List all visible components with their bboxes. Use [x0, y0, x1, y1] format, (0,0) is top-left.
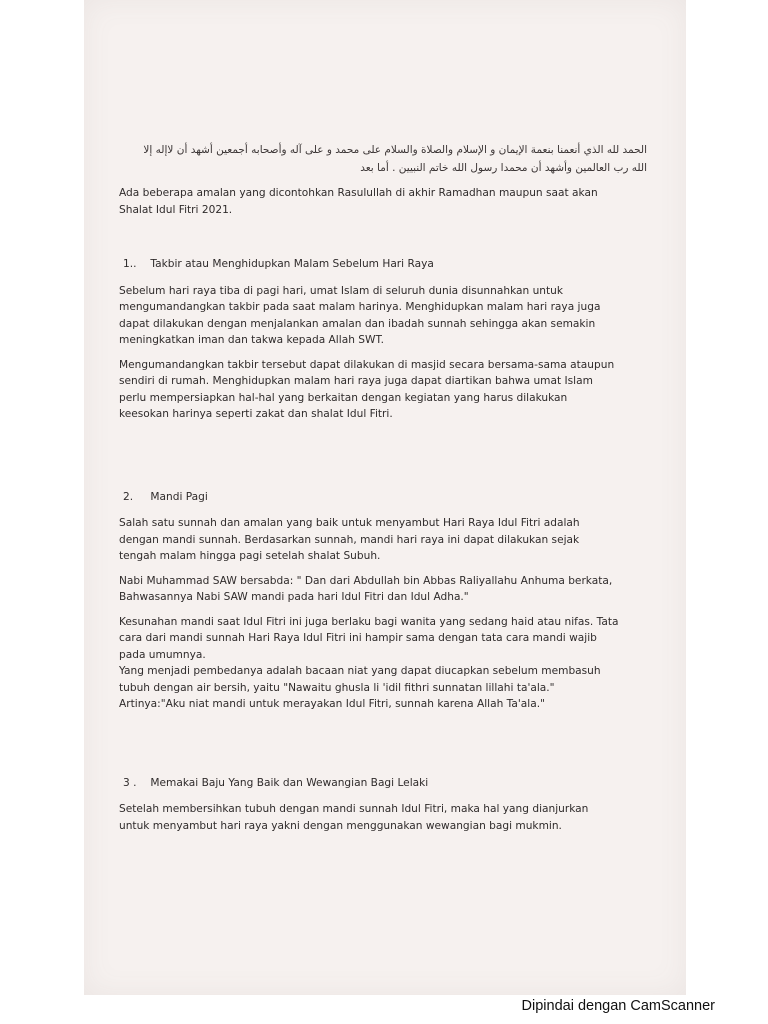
section-heading-3	[123, 775, 647, 792]
camscanner-watermark: Dipindai dengan CamScanner	[521, 998, 715, 1014]
arabic-line: الله رب العالمين وأشهد أن محمدا رسول الله خاتم النبيين . أما بعد	[360, 162, 647, 174]
section-title: Takbir atau Menghidupkan Malam Sebelum Hari Raya	[150, 258, 434, 270]
paragraph: Mengumandangkan takbir tersebut dapat dilakukan di masjid secara bersama-sama ataupun sendiri di rumah. Menghidupkan malam hari raya juga dapat diartikan bahwa umat Islam perlu mempersiapkan hal-hal yang berkaitan dengan kegiatan yang harus dilakukan keesokan harinya seperti zakat dan shalat Idul Fitri.	[119, 358, 615, 420]
paragraph: Sebelum hari raya tiba di pagi hari, umat Islam di seluruh dunia disunnahkan untuk mengumandangkan takbir pada saat malam harinya. Menghidupkan malam hari raya juga dapat dilakukan dengan menjalankan amalan dan ibadah sunnah sehingga akan semakin meningkatkan iman dan takwa kepada Allah SWT.	[119, 284, 601, 346]
section-title: Mandi Pagi	[150, 490, 208, 503]
section-title: Memakai Baju Yang Baik dan Wewangian Bagi Lelaki	[150, 776, 429, 789]
document-body	[119, 141, 647, 842]
intro-paragraph: Ada beberapa amalan yang dicontohkan Rasulullah di akhir Ramadhan maupun saat akan Shalat Idul Fitri 2021.	[119, 187, 598, 216]
paragraph: Setelah membersihkan tubuh dengan mandi sunnah Idul Fitri, maka hal yang dianjurkan untuk menyambut hari raya yakni dengan menggunakan wewangian bagi mukmin.	[119, 803, 589, 832]
section-number: 3 .	[123, 776, 137, 789]
paragraph: Nabi Muhammad SAW bersabda: " Dan dari Abdullah bin Abbas Raliyallahu Anhuma berkata, Bahwasannya Nabi SAW mandi pada hari Idul Fitri dan Idul Adha."	[119, 574, 613, 603]
paragraph: Kesunahan mandi saat Idul Fitri ini juga berlaku bagi wanita yang sedang haid atau nifas. Tata cara dari mandi sunnah Hari Raya Idul Fitri ini hampir sama dengan tata cara mandi wajib pada umumnya. Yang menjadi pembedanya adalah bacaan niat yang dapat diucapkan sebelum membasuh tubuh dengan air bersih, yaitu "Nawaitu ghusla li 'idil fithri sunnatan lillahi ta'ala." Artinya:"Aku niat mandi untuk merayakan Idul Fitri, sunnah karena Allah Ta'ala."	[119, 615, 619, 710]
section-heading-1	[123, 256, 647, 273]
arabic-line: الحمد لله الذي أنعمنا بنعمة الإيمان و الإسلام والصلاة والسلام على محمد و على آله وأصحابه أجمعين أشهد أن لاإله إلا	[143, 144, 647, 156]
section-number: 2.	[123, 490, 134, 503]
section-heading-2	[123, 489, 647, 506]
arabic-opening	[119, 141, 647, 177]
section-number: 1..	[123, 258, 137, 270]
paragraph: Salah satu sunnah dan amalan yang baik untuk menyambut Hari Raya Idul Fitri adalah dengan mandi sunnah. Berdasarkan sunnah, mandi hari raya ini dapat dilakukan sejak tengah malam hingga pagi setelah shalat Subuh.	[119, 517, 580, 562]
